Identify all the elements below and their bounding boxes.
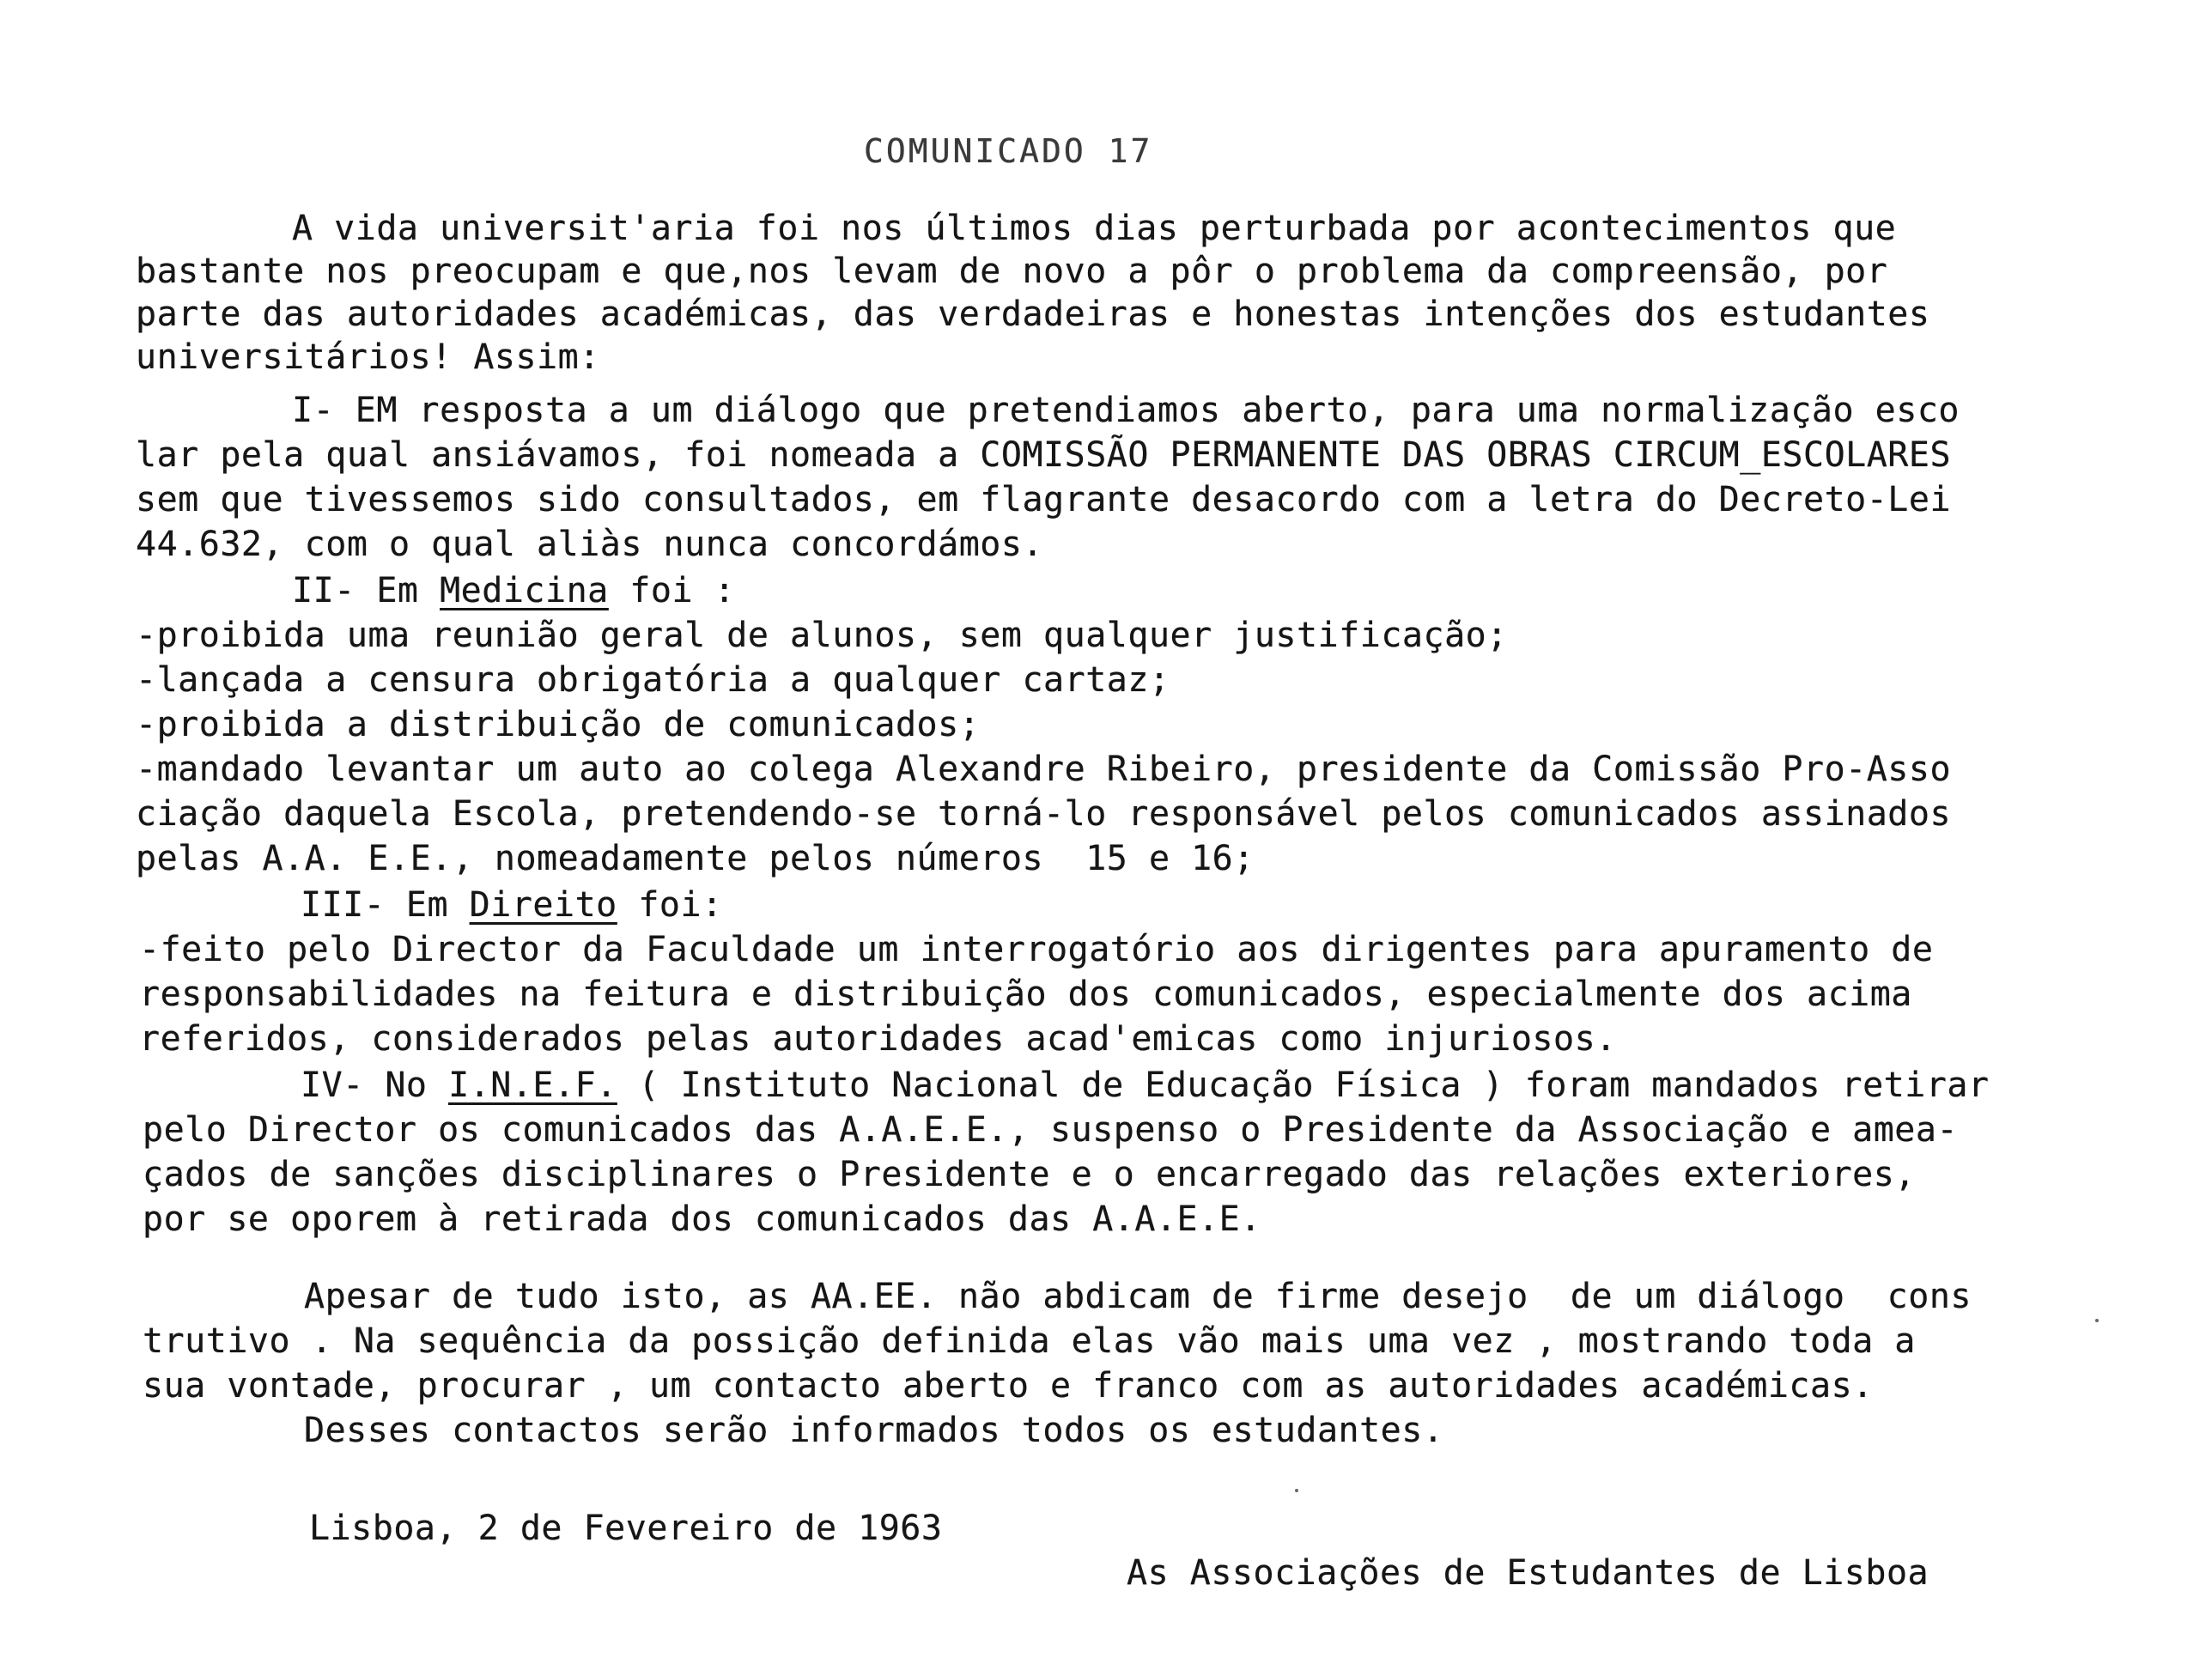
item3-bullet-3: referidos, considerados pelas autoridades acad'emicas como injuriosos. — [139, 1019, 1617, 1059]
item2-bullet-6: pelas A.A. E.E., nomeadamente pelos números 15 e 16; — [136, 839, 1255, 878]
item4-place: I.N.E.F. — [448, 1066, 617, 1105]
item3-prefix: III- Em — [301, 885, 470, 925]
item2-bullet-4: -mandado levantar um auto ao colega Alexandre Ribeiro, presidente da Comissão Pro-Asso — [136, 750, 1952, 789]
item3-place: Direito — [469, 885, 617, 925]
item1-line-3: sem que tivessemos sido consultados, em flagrante desacordo com a letra do Decreto-Lei — [136, 480, 1952, 519]
intro-line-3: parte das autoridades académicas, das verdadeiras e honestas intenções dos estudantes — [136, 295, 1930, 334]
item4-line-3: por se oporem à retirada dos comunicados das A.A.E.E. — [143, 1199, 1261, 1239]
closing-line-4: Desses contactos serão informados todos os estudantes. — [304, 1411, 1444, 1450]
item2-place: Medicina — [440, 571, 609, 610]
item4-heading — [301, 1063, 1990, 1108]
paper-speck — [2095, 1319, 2099, 1322]
intro-line-2: bastante nos preocupam e que,nos levam de novo a pôr o problema da compreensão, por — [136, 252, 1888, 291]
item2-bullet-3: -proibida a distribuição de comunicados; — [136, 705, 981, 744]
item2-suffix: foi : — [608, 571, 736, 610]
item1-line-1: I- EM resposta a um diálogo que pretendiamos aberto, para uma normalização esco — [292, 391, 1960, 430]
closing-line-2: trutivo . Na sequência da possição definida elas vão mais uma vez , mostrando toda a — [143, 1321, 1916, 1361]
closing-line-3: sua vontade, procurar , um contacto aberto e franco com as autoridades académicas. — [143, 1366, 1874, 1406]
date-line: Lisboa, 2 de Fevereiro de 1963 — [309, 1509, 943, 1548]
item1-line-2: lar pela qual ansiávamos, foi nomeada a COMISSÃO PERMANENTE DAS OBRAS CIRCUM_ESCOLARES — [136, 435, 1952, 475]
intro-line-4: universitários! Assim: — [136, 337, 600, 377]
item1-line-4: 44.632, com o qual aliàs nunca concordámos. — [136, 525, 1044, 564]
closing-line-1: Apesar de tudo isto, as AA.EE. não abdicam de firme desejo de um diálogo cons — [304, 1277, 1972, 1316]
item2-heading — [292, 568, 735, 613]
item2-bullet-2: -lançada a censura obrigatória a qualquer cartaz; — [136, 660, 1170, 700]
item3-bullet-1: -feito pelo Director da Faculdade um interrogatório aos dirigentes para apuramento de — [139, 930, 1934, 969]
item2-bullet-5: ciação daquela Escola, pretendendo-se torná-lo responsável pelos comunicados assinados — [136, 794, 1952, 834]
item4-line-2: çados de sanções disciplinares o Presidente e o encarregado das relações exteriores, — [143, 1155, 1916, 1194]
item2-prefix: II- Em — [292, 571, 441, 610]
signature: As Associações de Estudantes de Lisboa — [1127, 1553, 1929, 1593]
paper-speck — [1295, 1489, 1298, 1492]
item4-suffix: ( Instituto Nacional de Educação Física ) foram mandados retirar — [617, 1066, 1990, 1105]
intro-line-1: A vida universit'aria foi nos últimos dias perturbada por acontecimentos que — [292, 209, 1897, 248]
document-title: COMUNICADO 17 — [864, 132, 1153, 170]
item3-suffix: foi: — [617, 885, 723, 925]
item4-line-1: pelo Director os comunicados das A.A.E.E., suspenso o Presidente da Associação e amea- — [143, 1110, 1959, 1150]
item2-bullet-1: -proibida uma reunião geral de alunos, sem qualquer justificação; — [136, 616, 1508, 655]
item3-bullet-2: responsabilidades na feitura e distribuição dos comunicados, especialmente dos acima — [139, 975, 1912, 1014]
item3-heading — [301, 883, 723, 927]
item4-prefix: IV- No — [301, 1066, 449, 1105]
